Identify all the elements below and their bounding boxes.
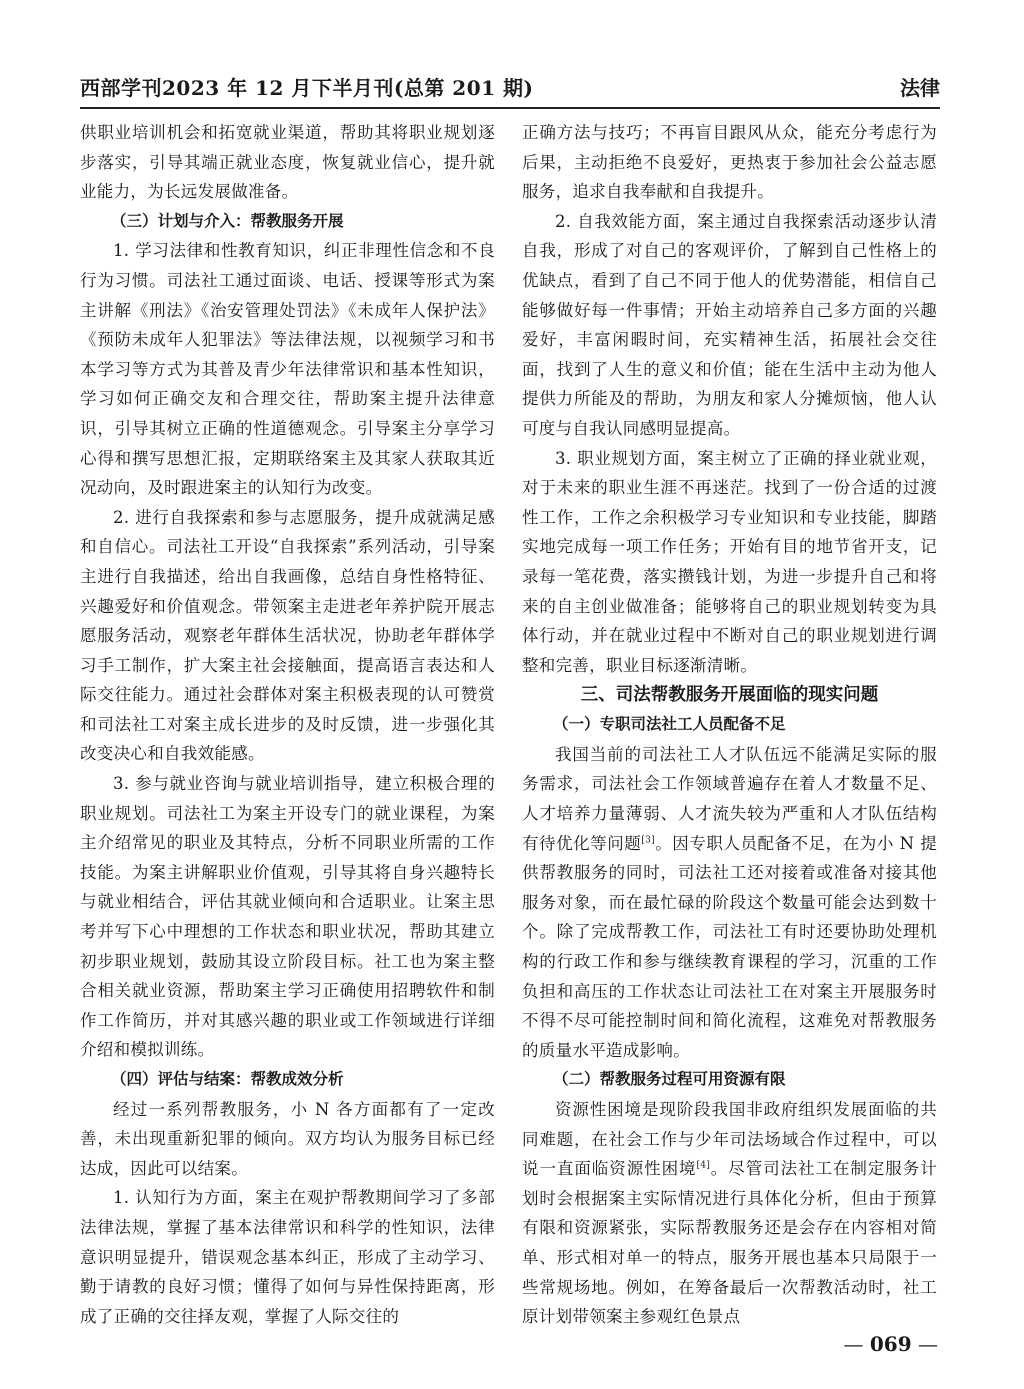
left-column <box>80 118 495 1331</box>
page-footer <box>844 1332 938 1356</box>
paragraph-text: 供职业培训机会和拓宽就业渠道，帮助其将职业规划逐步落实，引导其端正就业态度，恢复就业信心，提升就业能力，为长远发展做准备。 <box>80 123 495 202</box>
body-paragraph <box>80 769 495 1065</box>
paragraph-text: 3. 参与就业咨询与就业培训指导，建立积极合理的职业规划。司法社工为案主开设专门的就业课程，为案主介绍常见的职业及其特点，分析不同职业所需的工作技能。为案主讲解职业价值观，引导其将自身兴趣特长与就业相结合，评估其就业倾向和合适职业。让案主思考并写下心中理想的工作状态和职业状况，帮助其建立初步职业规划，鼓励其设立阶段目标。社工也为案主整合相关就业资源，帮助案主学习正确使用招聘软件和制作工作简历，并对其感兴趣的职业或工作领域进行详细介绍和模拟训练。 <box>80 774 495 1060</box>
citation-ref: [3] <box>641 835 655 846</box>
issue-info: 2023 年 12 月下半月刊(总第 201 期) <box>162 76 534 100</box>
subsection-heading <box>80 207 495 237</box>
section-category: 法律 <box>900 76 940 100</box>
header-rule <box>80 107 940 109</box>
journal-name: 西部学刊 <box>80 76 162 100</box>
page-number: 069 <box>869 1332 912 1356</box>
paragraph-text: （四）评估与结案：帮教成效分析 <box>111 1070 344 1088</box>
body-paragraph <box>522 444 937 681</box>
paragraph-text: 正确方法与技巧；不再盲目跟风从众，能充分考虑行为后果，主动拒绝不良爱好，更热衷于参加社会公益志愿服务，追求自我奉献和自我提升。 <box>522 123 937 202</box>
subsection-heading <box>80 1065 495 1095</box>
paragraph-text-continued: 。尽管司法社工在制定服务计划时会根据案主实际情况进行具体化分析，但由于预算有限和资源紧张，实际帮教服务还是会存在内容相对简单、形式相对单一的特点，服务开展也基本只局限于一些常规场地。例如，在筹备最后一次帮教活动时，社工原计划带领案主参观红色景点 <box>522 1159 937 1327</box>
body-paragraph <box>522 118 937 207</box>
paragraph-text: 2. 进行自我探索和参与志愿服务，提升成就满足感和自信心。司法社工开设“自我探索”系列活动，引导案主进行自我描述，给出自我画像，总结自身性格特征、兴趣爱好和价值观念。带领案主走进老年养护院开展志愿服务活动，观察老年群体生活状况，协助老年群体学习手工制作，扩大案主社会接触面，提高语言表达和人际交往能力。通过社会群体对案主积极表现的认可赞赏和司法社工对案主成长进步的及时反馈，进一步强化其改变决心和自我效能感。 <box>80 507 495 764</box>
paragraph-text: 三、司法帮教服务开展面临的现实问题 <box>580 685 879 706</box>
paragraph-text: 1. 学习法律和性教育知识，纠正非理性信念和不良行为习惯。司法社工通过面谈、电话、授课等形式为案主讲解《刑法》《治安管理处罚法》《未成年人保护法》《预防未成年人犯罪法》等法律法规，以视频学习和书本学习等方式为其普及青少年法律常识和基本性知识，学习如何正确交友和合理交往，帮助案主提升法律意识，引导其树立正确的性道德观念。引导案主分享学习心得和撰写思想汇报，定期联络案主及其家人获取其近况动向，及时跟进案主的认知行为改变。 <box>80 241 495 498</box>
body-paragraph <box>80 1095 495 1184</box>
right-column <box>522 118 937 1332</box>
paragraph-text: （三）计划与介入：帮教服务开展 <box>111 211 344 230</box>
subsection-heading <box>522 710 937 740</box>
paragraph-text: （一）专职司法社工人员配备不足 <box>553 715 786 734</box>
page-header <box>80 72 940 104</box>
section-heading <box>522 680 937 710</box>
paragraph-text: 资源性困境是现阶段我国非政府组织发展面临的共同难题，在社会工作与少年司法场域合作过程中，可以说一直面临资源性困境 <box>522 1100 937 1179</box>
body-paragraph <box>80 236 495 502</box>
paragraph-text: 3. 职业规划方面，案主树立了正确的择业就业观，对于未来的职业生涯不再迷茫。找到了一份合适的过渡性工作，工作之余积极学习专业知识和专业技能，脚踏实地完成每一项工作任务；开始有目的地节省开支，记录每一笔花费，落实攒钱计划，为进一步提升自己和将来的自主创业做准备；能够将自己的职业规划转变为具体行动，并在就业过程中不断对自己的职业规划进行调整和完善，职业目标逐渐清晰。 <box>522 448 937 675</box>
paragraph-text: 我国当前的司法社工人才队伍远不能满足实际的服务需求，司法社会工作领域普遍存在着人才数量不足、人才培养力量薄弱、人才流失较为严重和人才队伍结构有待优化等问题 <box>522 744 937 853</box>
body-paragraph <box>522 740 937 1066</box>
subsection-heading <box>522 1065 937 1095</box>
paragraph-text: 2. 自我效能方面，案主通过自我探索活动逐步认清自我，形成了对自己的客观评价，了解到自己性格上的优缺点，看到了自己不同于他人的优势潜能，相信自己能够做好每一件事情；开始主动培养自己多方面的兴趣爱好，丰富闲暇时间，充实精神生活，拓展社会交往面，找到了人生的意义和价值；能在生活中主动为他人提供力所能及的帮助，为朋友和家人分摊烦恼，他人认可度与自我认同感明显提高。 <box>522 211 937 438</box>
body-paragraph <box>522 1095 937 1332</box>
footer-dash-right: — <box>911 1332 938 1356</box>
paragraph-text: 经过一系列帮教服务，小 N 各方面都有了一定改善，未出现重新犯罪的倾向。双方均认为服务目标已经达成，因此可以结案。 <box>80 1099 495 1178</box>
paragraph-text: （二）帮教服务过程可用资源有限 <box>553 1070 786 1089</box>
body-paragraph <box>522 207 937 444</box>
body-paragraph <box>80 118 495 207</box>
paragraph-text: 1. 认知行为方面，案主在观护帮教期间学习了多部法律法规，掌握了基本法律常识和科学的性知识，法律意识明显提升，错误观念基本纠正，形成了主动学习、勤于请教的良好习惯；懂得了如何与异性保持距离，形成了正确的交往择友观，掌握了人际交往的 <box>80 1188 495 1326</box>
footer-dash-left: — <box>843 1332 870 1356</box>
body-paragraph <box>80 503 495 769</box>
citation-ref: [4] <box>696 1160 711 1171</box>
body-paragraph <box>80 1183 495 1331</box>
journal-issue-line <box>80 72 533 101</box>
paragraph-text-continued: 。因专职人员配备不足，在为小 N 提供帮教服务的同时，司法社工还对接着或准备对接其他服务对象，而在最忙碌的阶段这个数量可能会达到数十个。除了完成帮教工作，司法社工有时还要协助处理机构的行政工作和参与继续教育课程的学习，沉重的工作负担和高压的工作状态让司法社工在对案主开展服务时不得不尽可能控制时间和简化流程，这难免对帮教服务的质量水平造成影响。 <box>522 833 937 1060</box>
